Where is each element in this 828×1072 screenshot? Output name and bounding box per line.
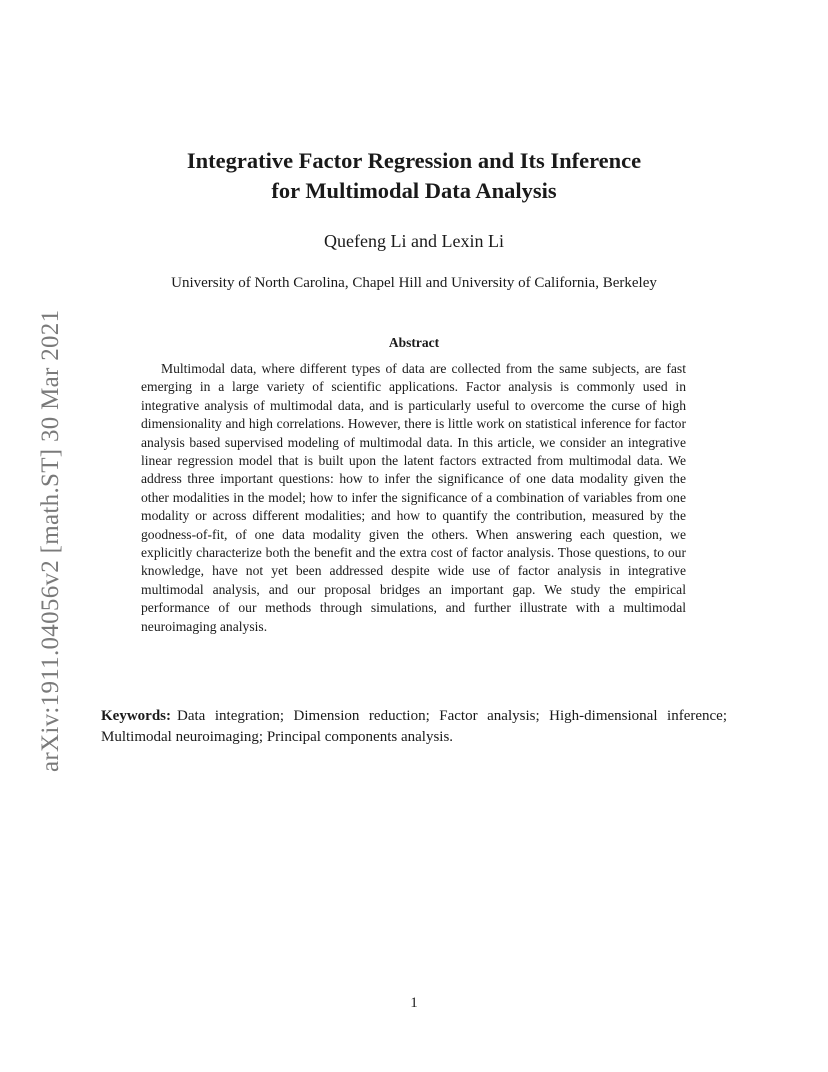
- authors: Quefeng Li and Lexin Li: [324, 231, 504, 251]
- title-line-2: for Multimodal Data Analysis: [271, 178, 557, 203]
- paper-title: [100, 146, 728, 206]
- keywords: [101, 706, 727, 747]
- keywords-label: Keywords:: [101, 708, 171, 724]
- arxiv-identifier: arXiv:1911.04056v2 [math.ST] 30 Mar 2021: [37, 309, 64, 772]
- affiliation: University of North Carolina, Chapel Hill and University of California, Berkeley: [171, 275, 657, 291]
- abstract-text: Multimodal data, where different types of data are collected from the same subjects, are fast emerging in a large variety of scientific applications. Factor analysis is commonly used in integrative analysis of multimodal data, and is particularly useful to overcome the curse of high dimensionality and high correlations. However, there is little work on statistical inference for factor analysis based supervised modeling of multimodal data. In this article, we consider an integrative linear regression model that is built upon the latent factors extracted from multimodal data. We address three important questions: how to infer the significance of one data modality given the other modalities in the model; how to infer the significance of a combination of variables from one modality or across different modalities; and how to quantify the contribution, measured by the goodness-of-fit, of one data modality given the others. When answering each question, we explicitly characterize both the benefit and the extra cost of factor analysis. Those questions, to our knowledge, have not yet been addressed despite wide use of factor analysis in integrative multimodal analysis, and our proposal bridges an important gap. We study the empirical performance of our methods through simulations, and further illustrate with a multimodal neuroimaging analysis.: [141, 361, 686, 634]
- page-number: 1: [410, 995, 418, 1011]
- abstract-heading: Abstract: [388, 335, 440, 350]
- title-line-1: Integrative Factor Regression and Its Inference: [186, 148, 642, 173]
- keywords-text: Data integration; Dimension reduction; Factor analysis; High-dimensional inference; Multimodal neuroimaging; Principal components analysis.: [101, 708, 727, 745]
